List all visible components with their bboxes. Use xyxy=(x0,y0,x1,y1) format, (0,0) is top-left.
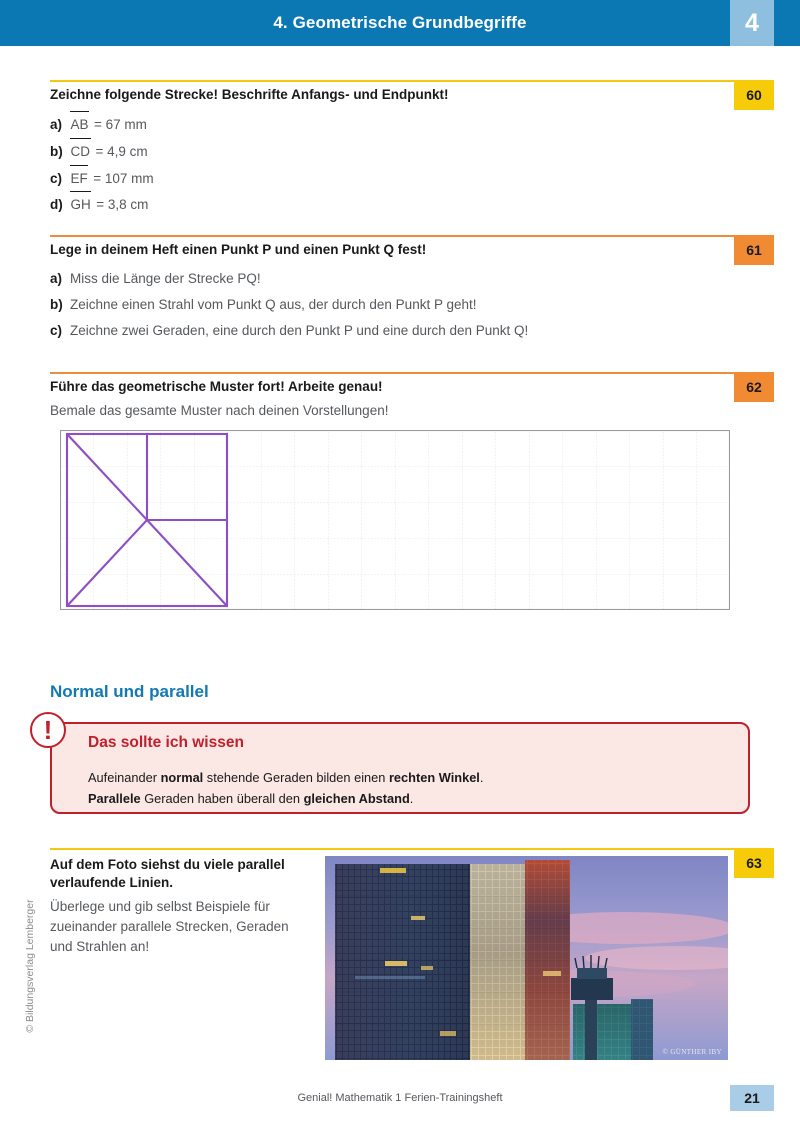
exercise-63 xyxy=(50,856,318,956)
know-line2-bold1: Parallele xyxy=(88,791,141,806)
know-box-line-2 xyxy=(88,789,413,808)
exercise-63-body-line3: und Strahlen an! xyxy=(50,938,150,954)
know-line1-bold2: rechten Winkel xyxy=(388,770,480,785)
know-line2-bold2: gleichen Abstand xyxy=(303,791,410,806)
know-line1-part3: . xyxy=(479,770,484,785)
segment-name: GH xyxy=(70,191,91,218)
item-label: d) xyxy=(50,197,63,213)
pattern-grid[interactable] xyxy=(60,430,730,615)
exercise-63-body-line2: zueinander parallele Strecken, Geraden xyxy=(50,919,289,934)
photo-svg xyxy=(325,856,728,1060)
exercise-60-title: Zeichne folgende Strecke! Beschrifte Anfangs- und Endpunkt! xyxy=(50,87,449,102)
know-line1-part2: stehende Geraden bilden einen xyxy=(203,770,389,785)
item-value: = 67 mm xyxy=(94,117,147,133)
page-header xyxy=(0,0,800,46)
exercise-rule-61 xyxy=(50,235,750,237)
item-text: Zeichne einen Strahl vom Punkt Q aus, der durch den Punkt P geht! xyxy=(70,296,477,312)
exercise-rule-60 xyxy=(50,80,750,82)
item-label: c) xyxy=(50,170,63,186)
exercise-rule-62 xyxy=(50,372,750,374)
exercise-62 xyxy=(50,378,710,421)
item-label: c) xyxy=(50,322,63,338)
item-label: b) xyxy=(50,296,63,312)
know-line2-part1: Geraden haben überall den xyxy=(140,791,304,806)
item-value: = 3,8 cm xyxy=(96,197,149,213)
photo-credit: © GÜNTHER IBY xyxy=(662,1048,722,1056)
page-number: 21 xyxy=(730,1085,774,1111)
exercise-rule-63 xyxy=(50,848,750,850)
list-item xyxy=(50,266,740,292)
list-item xyxy=(50,111,710,138)
know-line1-bold1: normal xyxy=(160,770,204,785)
exercise-badge-62: 62 xyxy=(734,372,774,402)
list-item xyxy=(50,318,740,344)
exercise-61 xyxy=(50,241,740,343)
exercise-63-title-line2: verlaufende Linien. xyxy=(50,875,174,891)
know-box-line-1 xyxy=(88,768,483,787)
list-item xyxy=(50,191,710,218)
section-heading: Normal und parallel xyxy=(50,682,209,701)
exercise-61-title: Lege in deinem Heft einen Punkt P und einen Punkt Q fest! xyxy=(50,242,427,257)
exercise-badge-61: 61 xyxy=(734,235,774,265)
know-box-title: Das sollte ich wissen xyxy=(88,734,244,751)
skyscraper-photo xyxy=(325,856,728,1060)
list-item xyxy=(50,138,710,165)
item-value: = 107 mm xyxy=(93,170,154,186)
chapter-badge: 4 xyxy=(730,0,774,46)
item-text: Miss die Länge der Strecke PQ! xyxy=(70,271,261,287)
know-line2-part2: . xyxy=(409,791,414,806)
exercise-63-title-line1: Auf dem Foto siehst du viele parallel xyxy=(50,857,285,872)
segment-name: EF xyxy=(70,165,88,192)
footer-text: Genial! Mathematik 1 Ferien-Trainingsheft xyxy=(297,1092,503,1104)
exercise-62-subtitle: Bemale das gesamte Muster nach deinen Vorstellungen! xyxy=(50,403,389,419)
list-item xyxy=(50,292,740,318)
segment-name: CD xyxy=(70,138,91,165)
know-line1-part1: Aufeinander xyxy=(88,770,161,785)
exercise-60 xyxy=(50,86,710,218)
exclamation-icon: ! xyxy=(30,712,66,748)
exercise-62-title: Führe das geometrische Muster fort! Arbeite genau! xyxy=(50,379,383,394)
list-item xyxy=(50,165,710,192)
exercise-61-items xyxy=(50,266,740,343)
publisher-credit: © Bildungsverlag Lemberger xyxy=(24,899,36,1033)
item-label: b) xyxy=(50,143,63,159)
exercise-badge-60: 60 xyxy=(734,80,774,110)
exercise-63-body-line1: Überlege und gib selbst Beispiele für xyxy=(50,899,270,915)
pattern-grid-svg xyxy=(60,430,730,610)
segment-name: AB xyxy=(70,111,89,138)
exercise-badge-63: 63 xyxy=(734,848,774,878)
item-value: = 4,9 cm xyxy=(95,143,148,159)
item-label: a) xyxy=(50,271,63,287)
exercise-60-items xyxy=(50,111,710,218)
item-label: a) xyxy=(50,117,63,133)
item-text: Zeichne zwei Geraden, eine durch den Punkt P und eine durch den Punkt Q! xyxy=(70,322,529,338)
page-title: 4. Geometrische Grundbegriffe xyxy=(273,13,527,32)
